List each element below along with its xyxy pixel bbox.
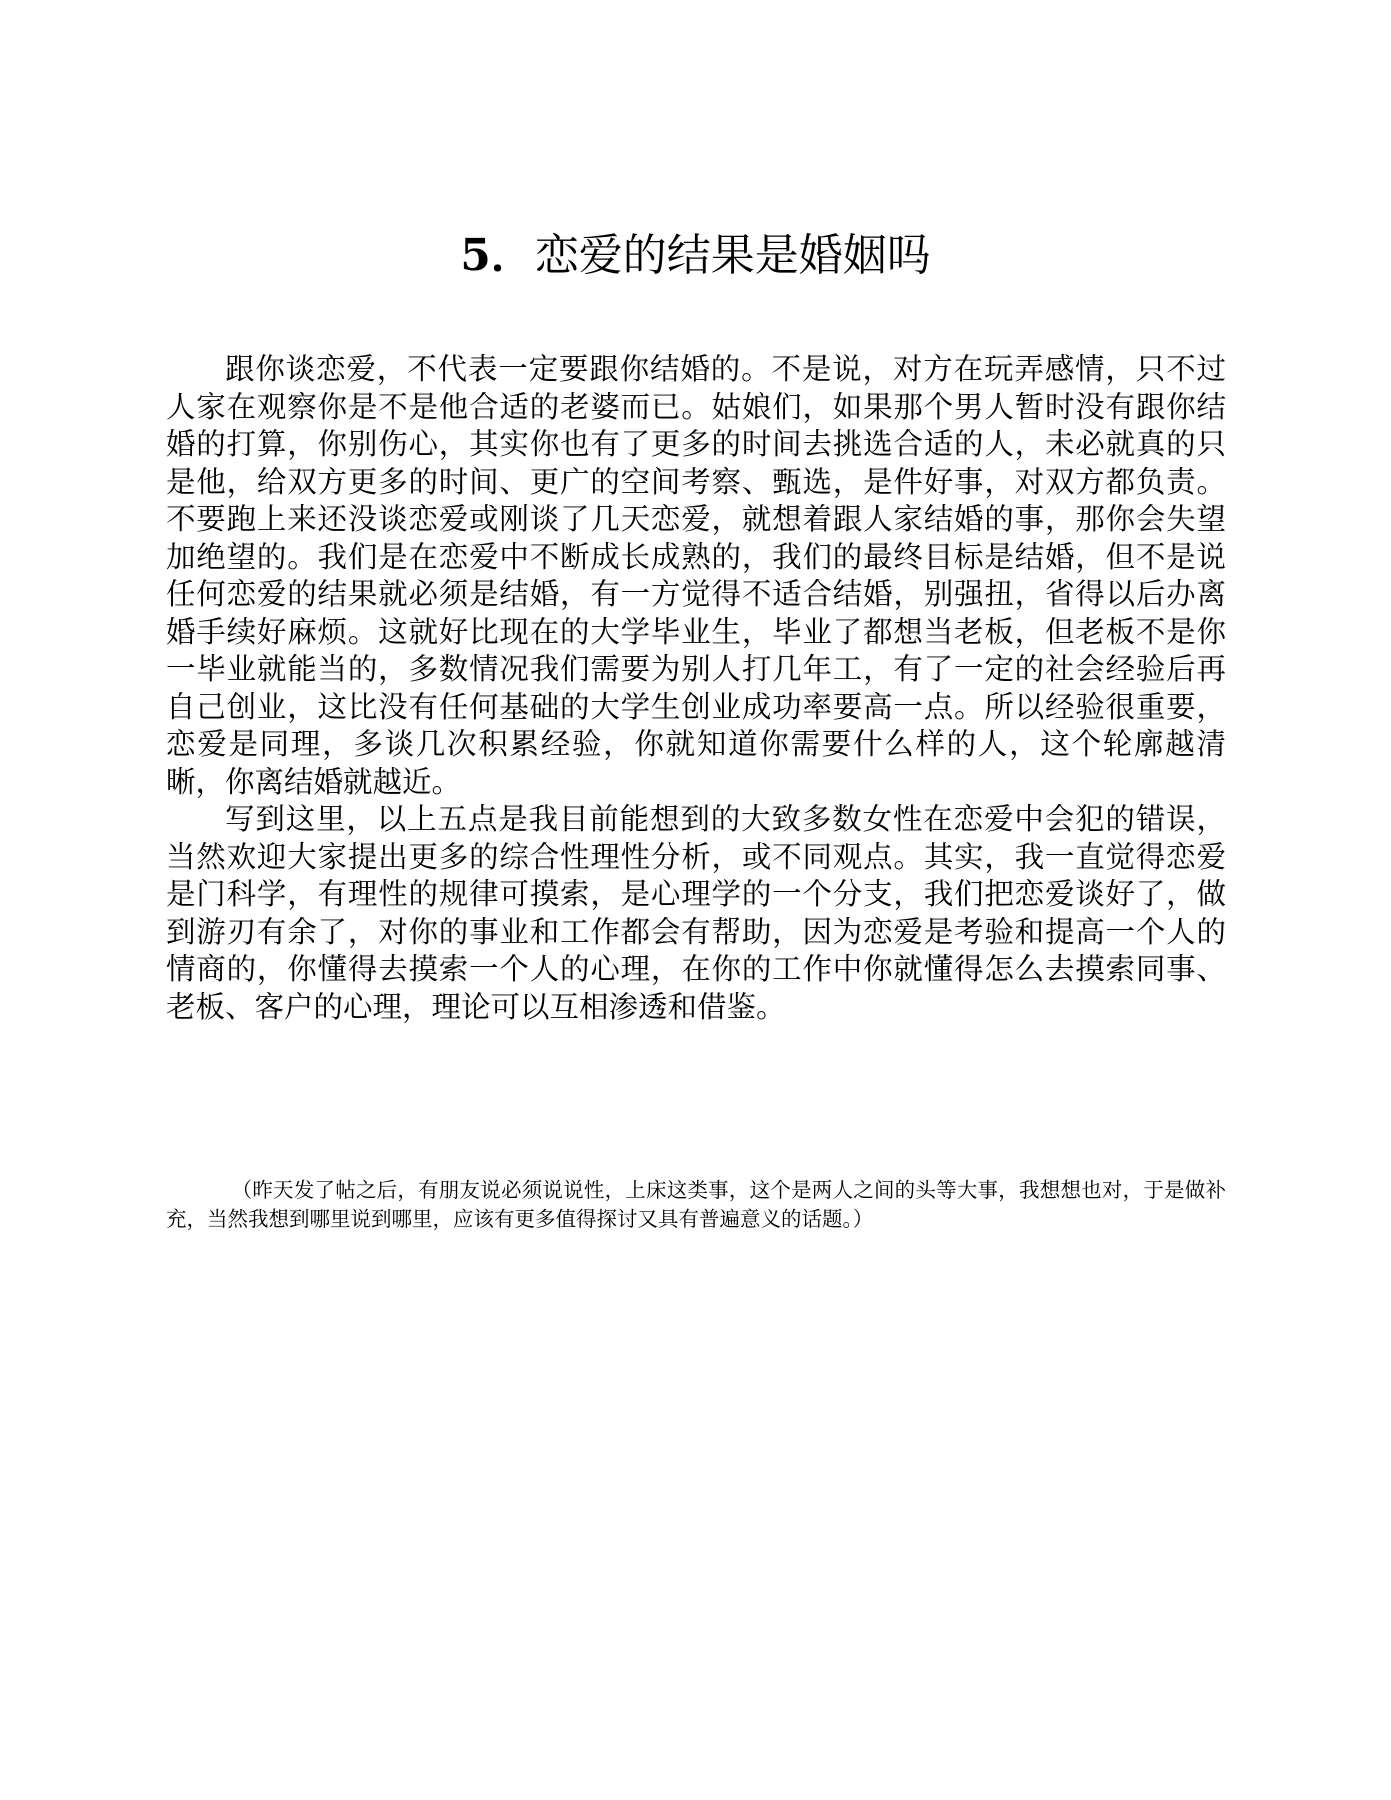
footnote: （昨天发了帖之后，有朋友说必须说说性，上床这类事，这个是两人之间的头等大事，我想想也对，于是做补充，当然我想到哪里说到哪里，应该有更多值得探讨又具有普遍意义的话题。） (166, 1178, 1226, 1231)
section-number: 5． (460, 230, 535, 281)
section-title (0, 226, 1391, 286)
paragraph-1: 跟你谈恋爱，不代表一定要跟你结婚的。不是说，对方在玩弄感情，只不过人家在观察你是不是他合适的老婆而已。姑娘们，如果那个男人暂时没有跟你结婚的打算，你别伤心，其实你也有了更多的时间去挑选合适的人，未必就真的只是他，给双方更多的时间、更广的空间考察、甄选，是件好事，对双方都负责。不要跑上来还没谈恋爱或刚谈了几天恋爱，就想着跟人家结婚的事，那你会失望加绝望的。我们是在恋爱中不断成长成熟的，我们的最终目标是结婚，但不是说任何恋爱的结果就必须是结婚，有一方觉得不适合结婚，别强扭，省得以后办离婚手续好麻烦。这就好比现在的大学毕业生，毕业了都想当老板，但老板不是你一毕业就能当的，多数情况我们需要为别人打几年工，有了一定的社会经验后再自己创业，这比没有任何基础的大学生创业成功率要高一点。所以经验很重要，恋爱是同理，多谈几次积累经验，你就知道你需要什么样的人，这个轮廓越清晰，你离结婚就越近。 (166, 352, 1226, 799)
section-title-text: 恋爱的结果是婚姻吗 (534, 230, 931, 281)
paragraph-2: 写到这里，以上五点是我目前能想到的大致多数女性在恋爱中会犯的错误，当然欢迎大家提出更多的综合性理性分析，或不同观点。其实，我一直觉得恋爱是门科学，有理性的规律可摸索，是心理学的一个分支，我们把恋爱谈好了，做到游刃有余了，对你的事业和工作都会有帮助，因为恋爱是考验和提高一个人的情商的，你懂得去摸索一个人的心理，在你的工作中你就懂得怎么去摸索同事、老板、客户的心理，理论可以互相渗透和借鉴。 (166, 802, 1226, 1024)
body-text (166, 351, 1226, 1026)
